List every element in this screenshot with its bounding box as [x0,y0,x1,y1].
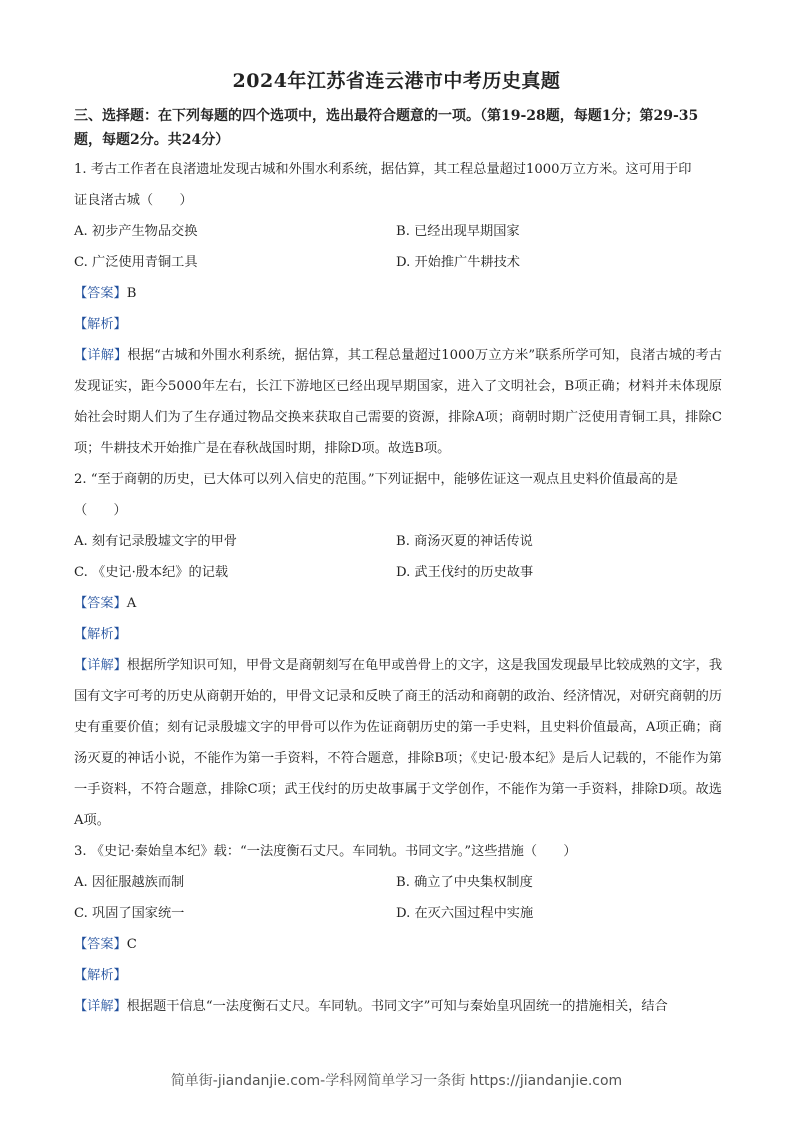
answer-line [74,929,722,960]
answer-line [74,278,722,309]
question-stem-line: 1. 考古工作者在良渚遗址发现古城和外围水利系统，据估算，其工程总量超过1000万立方米。这可用于印 [74,162,692,177]
option-b: B. 已经出现早期国家 [396,224,520,239]
option-d: D. 武王伐纣的历史故事 [396,565,534,580]
option-c: C. 广泛使用青铜工具 [74,255,198,270]
answer-value: B [126,286,137,301]
question-stem-line: （ ） [74,503,127,518]
analysis-line [74,309,722,340]
options-row [74,247,722,278]
question-stem-line: 3. 《史记·秦始皇本纪》载：“一法度衡石丈尺。车同轨。书同文字。”这些措施（ ） [74,844,577,859]
analysis-tag: 【解析】 [74,317,127,332]
option-a: A. 因征服越族而制 [74,875,185,890]
option-c: C. 《史记·殷本纪》的记载 [74,565,229,580]
option-b: B. 商汤灭夏的神话传说 [396,534,533,549]
analysis-line [74,960,722,991]
question-list [74,154,722,1022]
detail-tag: 【详解】 [74,658,127,673]
detail-text: 根据“古城和外围水利系统，据估算，其工程总量超过1000万立方米”联系所学可知，良渚古城的考古发现证实，距今5000年左右，长江下游地区已经出现早期国家，进入了文明社会，B项正确；材料并未体现原始社会时期人们为了生存通过物品交换来获取自己需要的资源，排除A项；商朝时期广泛使用青铜工具，排除C项；牛耕技术开始推广是在春秋战国时期，排除D项。故选B项。 [74,348,722,456]
footer-watermark: 简单街-jiandanjie.com-学科网简单学习一条街 https://jiandanjie.com [170,1073,623,1089]
option-b: B. 确立了中央集权制度 [396,875,533,890]
answer-tag: 【答案】 [74,596,127,611]
answer-line [74,588,722,619]
option-d: D. 开始推广牛耕技术 [396,255,520,270]
options-row [74,898,722,929]
answer-tag: 【答案】 [74,286,127,301]
analysis-line [74,619,722,650]
option-a: A. 刻有记录殷墟文字的甲骨 [74,534,237,549]
options-row [74,867,722,898]
analysis-tag: 【解析】 [74,627,127,642]
option-c: C. 巩固了国家统一 [74,906,185,921]
answer-value: C [126,937,137,952]
options-row [74,557,722,588]
page-title: 2024年江苏省连云港市中考历史真题 [232,70,561,92]
question-1 [74,154,722,464]
detail-paragraph [74,650,722,836]
question-3 [74,836,722,1022]
detail-tag: 【详解】 [74,348,128,363]
answer-value: A [126,596,137,611]
detail-tag: 【详解】 [74,999,127,1014]
detail-text: 根据所学知识可知，甲骨文是商朝刻写在龟甲或兽骨上的文字，这是我国发现最早比较成熟的文字，我国有文字可考的历史从商朝开始的，甲骨文记录和反映了商王的活动和商朝的政治、经济情况，对研究商朝的历史有重要价值；刻有记录殷墟文字的甲骨可以作为佐证商朝历史的第一手史料，且史料价值最高，A项正确；商汤灭夏的神话小说，不能作为第一手资料，不符合题意，排除B项；《史记·殷本纪》是后人记载的，不能作为第一手资料，不符合题意，排除C项；武王伐纣的历史故事属于文学创作，不能作为第一手资料，排除D项。故选A项。 [74,658,723,828]
options-row [74,526,722,557]
option-d: D. 在灭六国过程中实施 [396,906,534,921]
detail-paragraph [74,340,722,464]
option-a: A. 初步产生物品交换 [74,224,198,239]
section-heading: 三、选择题：在下列每题的四个选项中，选出最符合题意的一项。（第19-28题，每题1分；第29-35题，每题2分。共24分） [74,108,699,148]
question-stem-line: 证良渚古城（ ） [74,193,193,208]
detail-text: 根据题干信息“一法度衡石丈尺。车同轨。书同文字”可知与秦始皇巩固统一的措施相关，结合 [126,999,668,1014]
analysis-tag: 【解析】 [74,968,127,983]
detail-paragraph [74,991,722,1022]
options-row [74,216,722,247]
question-stem-line: 2. “至于商朝的历史，已大体可以列入信史的范围。”下列证据中，能够佐证这一观点且史料价值最高的是 [74,472,678,487]
question-2 [74,464,722,836]
answer-tag: 【答案】 [74,937,127,952]
